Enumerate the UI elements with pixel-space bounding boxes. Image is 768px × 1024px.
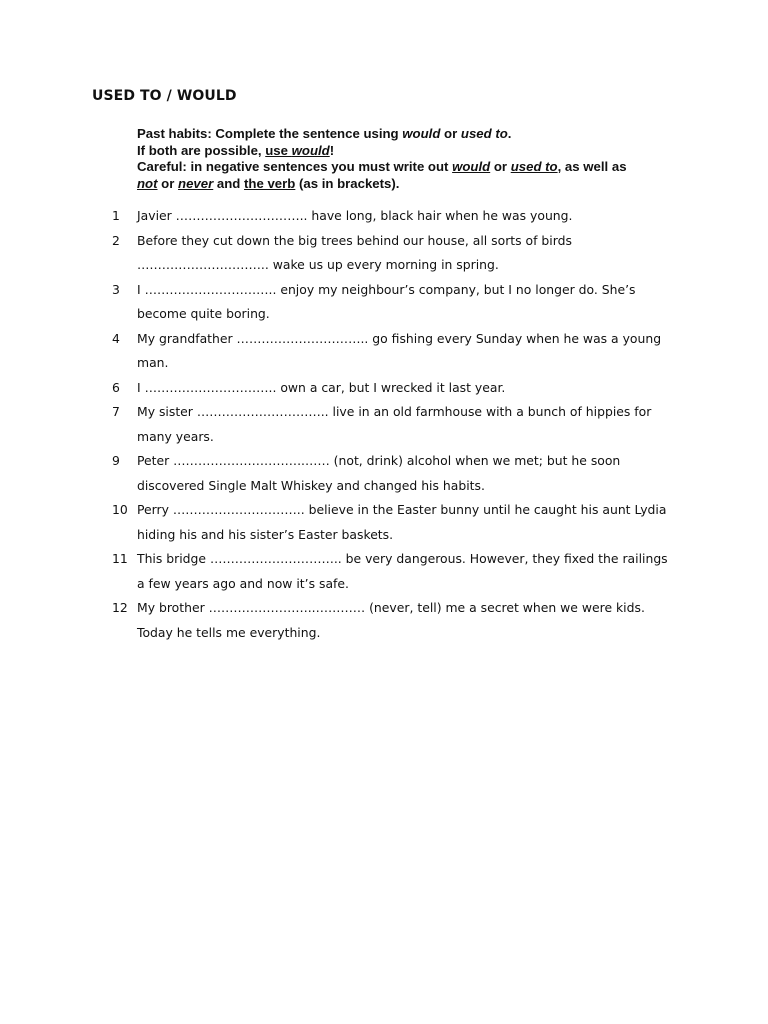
exercise-number: 3 xyxy=(112,281,120,297)
exercise-number: 7 xyxy=(112,404,120,419)
exercise-text: My brother ……………………..………… (never, tell) me a secret when we were kids. Today he tells me everything. xyxy=(137,600,645,640)
exercise-item xyxy=(112,278,682,327)
instruction-the-verb: the verb xyxy=(244,175,296,191)
exercise-item xyxy=(112,400,682,449)
exercise-item xyxy=(112,547,682,596)
exercise-number: 1 xyxy=(112,208,120,223)
exercise-number: 2 xyxy=(112,232,120,248)
exercise-item xyxy=(112,596,682,645)
exercise-number: 12 xyxy=(112,600,128,615)
exercise-item xyxy=(112,376,682,401)
exercise-item xyxy=(112,229,682,278)
exercise-text: My sister ………………………….. live in an old farmhouse with a bunch of hippies for many years. xyxy=(137,404,652,444)
instruction-use-would xyxy=(265,143,329,158)
instruction-text: (as in brackets). xyxy=(295,175,400,191)
exercise-item xyxy=(112,449,682,498)
instruction-line-2 xyxy=(137,143,697,160)
instruction-used-to: used to xyxy=(510,159,558,174)
worksheet-title: USED TO / WOULD xyxy=(92,88,237,104)
instruction-would: would xyxy=(402,126,441,141)
instruction-text: ! xyxy=(329,142,335,158)
instruction-text: If both are possible, xyxy=(137,142,266,158)
instruction-line-1 xyxy=(137,126,697,143)
instruction-not: not xyxy=(137,175,158,191)
instruction-text: or xyxy=(490,159,511,174)
instruction-text: Past habits: Complete the sentence using xyxy=(137,126,403,141)
instruction-used-to: used to xyxy=(460,126,508,141)
exercise-number: 11 xyxy=(112,551,128,566)
exercise-number: 9 xyxy=(112,453,120,468)
instruction-would: would xyxy=(291,142,330,158)
instruction-text: Careful: in negative sentences you must write out xyxy=(137,159,453,174)
exercise-item xyxy=(112,204,682,229)
instruction-text: use xyxy=(265,142,292,158)
exercise-number: 6 xyxy=(112,379,120,395)
exercise-text: I ………………………….. enjoy my neighbour’s company, but I no longer do. She’s become quite boring. xyxy=(137,281,636,321)
exercise-text: My grandfather ………………………….. go fishing every Sunday when he was a young man. xyxy=(137,330,662,370)
exercise-text: Before they cut down the big trees behind our house, all sorts of birds ………………………….. wake us up every morning in spring. xyxy=(137,232,572,272)
instruction-line-3 xyxy=(137,159,697,176)
exercise-text: This bridge ………………………….. be very dangerous. However, they fixed the railings a few years ago and now it’s safe. xyxy=(137,551,668,591)
instruction-text: . xyxy=(507,126,512,141)
exercise-number: 4 xyxy=(112,330,120,346)
exercise-text: Perry ………………………….. believe in the Easter bunny until he caught his aunt Lydia hiding his and his sister’s Easter baskets. xyxy=(137,502,667,542)
instruction-text: or xyxy=(440,126,461,141)
instruction-text: or xyxy=(157,175,179,191)
exercise-text: Peter …………………………..…… (not, drink) alcohol when we met; but he soon discovered Single Malt Whiskey and changed his habits. xyxy=(137,453,621,493)
instructions xyxy=(137,126,697,192)
instruction-never: never xyxy=(178,175,214,191)
exercise-text: Javier ………………………….. have long, black hair when he was young. xyxy=(137,208,573,223)
instruction-line-4 xyxy=(137,176,697,193)
instruction-would: would xyxy=(452,159,491,174)
instruction-text: and xyxy=(213,175,245,191)
exercise-list xyxy=(112,204,682,645)
exercise-text: I ………………………….. own a car, but I wrecked it last year. xyxy=(137,379,506,395)
exercise-number: 10 xyxy=(112,502,128,517)
instruction-text: , as well as xyxy=(557,159,627,174)
exercise-item xyxy=(112,327,682,376)
exercise-item xyxy=(112,498,682,547)
